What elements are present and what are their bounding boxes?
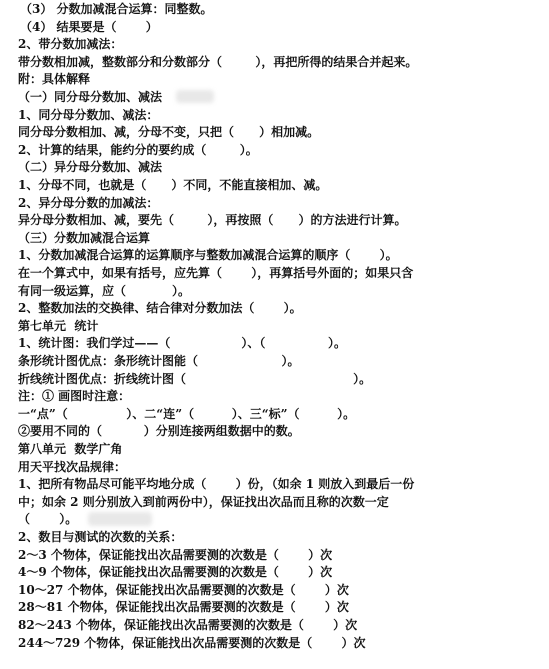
line-34: 10～27 个物体，保证能找出次品需要测的次数是（ ）次 — [18, 582, 349, 597]
redaction-blur — [88, 512, 152, 526]
line-6: （一）同分母分数加、减法 — [18, 90, 163, 104]
line-22: 折线统计图优点：折线统计图（ ）。 — [18, 371, 372, 386]
line-18: 2、整数加法的交换律、结合律对分数加法（ ）。 — [18, 301, 302, 316]
line-13: 异分母分数相加、减，要先（ ），再按照（ ）的方法进行计算。 — [18, 213, 407, 228]
line-12: 2、异分母分数的加减法： — [18, 195, 159, 210]
line-11: 1、分母不同，也就是（ ）不同，不能直接相加、减。 — [18, 178, 328, 192]
line-23: 注：① 画图时注意： — [18, 389, 131, 404]
line-33: 4～9 个物体，保证能找出次品需要测的次数是（ ）次 — [18, 565, 333, 580]
line-7: 1、同分母分数加、减法： — [18, 107, 159, 122]
line-21: 条形统计图优点：条形统计图能（ ）。 — [18, 354, 300, 368]
line-35: 28～81 个物体，保证能找出次品需要测的次数是（ ）次 — [18, 600, 349, 615]
line-28: 1、把所有物品尽可能平均地分成（ ）份，（如余 1 则放入到最后一份 — [18, 477, 415, 492]
line-2: （4） 结果要是（ ） — [20, 19, 158, 34]
line-37: 244～729 个物体，保证能找出次品需要测的次数是（ ）次 — [18, 635, 366, 650]
line-1: （3） 分数加减混合运算：同整数。 — [20, 2, 213, 16]
line-17: 有同一级运算，应（ ）。 — [18, 283, 190, 298]
line-30: （ ）。 — [18, 512, 78, 527]
line-4: 带分数相加减，整数部分和分数部分（ ），再把所得的结果合并起来。 — [18, 54, 418, 69]
redaction-blur — [176, 90, 214, 103]
line-8: 同分母分数相加、减，分母不变，只把（ ）相加减。 — [18, 125, 320, 140]
line-15: 1、分数加减混合运算的运算顺序与整数加减混合运算的顺序（ ）。 — [18, 248, 398, 263]
line-16: 在一个算式中，如果有括号，应先算（ ），再算括号外面的；如果只含 — [18, 266, 414, 280]
line-5: 附：具体解释 — [18, 72, 91, 87]
line-24: 一“点”（ ）、二“连”（ ）、三“标”（ ）。 — [18, 406, 356, 421]
line-14: （三）分数加减混合运算 — [18, 230, 151, 245]
line-31: 2、数目与测试的次数的关系： — [18, 530, 183, 544]
line-19: 第七单元 统计 — [18, 318, 99, 333]
line-27: 用天平找次品规律： — [18, 459, 127, 474]
line-9: 2、计算的结果，能约分的要约成（ ）。 — [18, 142, 258, 157]
line-32: 2～3 个物体，保证能找出次品需要测的次数是（ ）次 — [18, 547, 333, 562]
line-25: ②要用不同的（ ）分别连接两组数据中的数。 — [18, 424, 300, 439]
line-20: 1、统计图：我们学过——（ ）、（ ）。 — [18, 336, 347, 351]
line-3: 2、带分数加减法： — [18, 37, 123, 52]
line-26: 第八单元 数学广角 — [18, 442, 123, 456]
line-36: 82～243 个物体，保证能找出次品需要测的次数是（ ）次 — [18, 618, 358, 632]
line-29: 中；如余 2 则分别放入到前两份中），保证找出次品而且称的次数一定 — [18, 494, 389, 509]
line-10: （二）异分母分数加、减法 — [18, 160, 163, 175]
